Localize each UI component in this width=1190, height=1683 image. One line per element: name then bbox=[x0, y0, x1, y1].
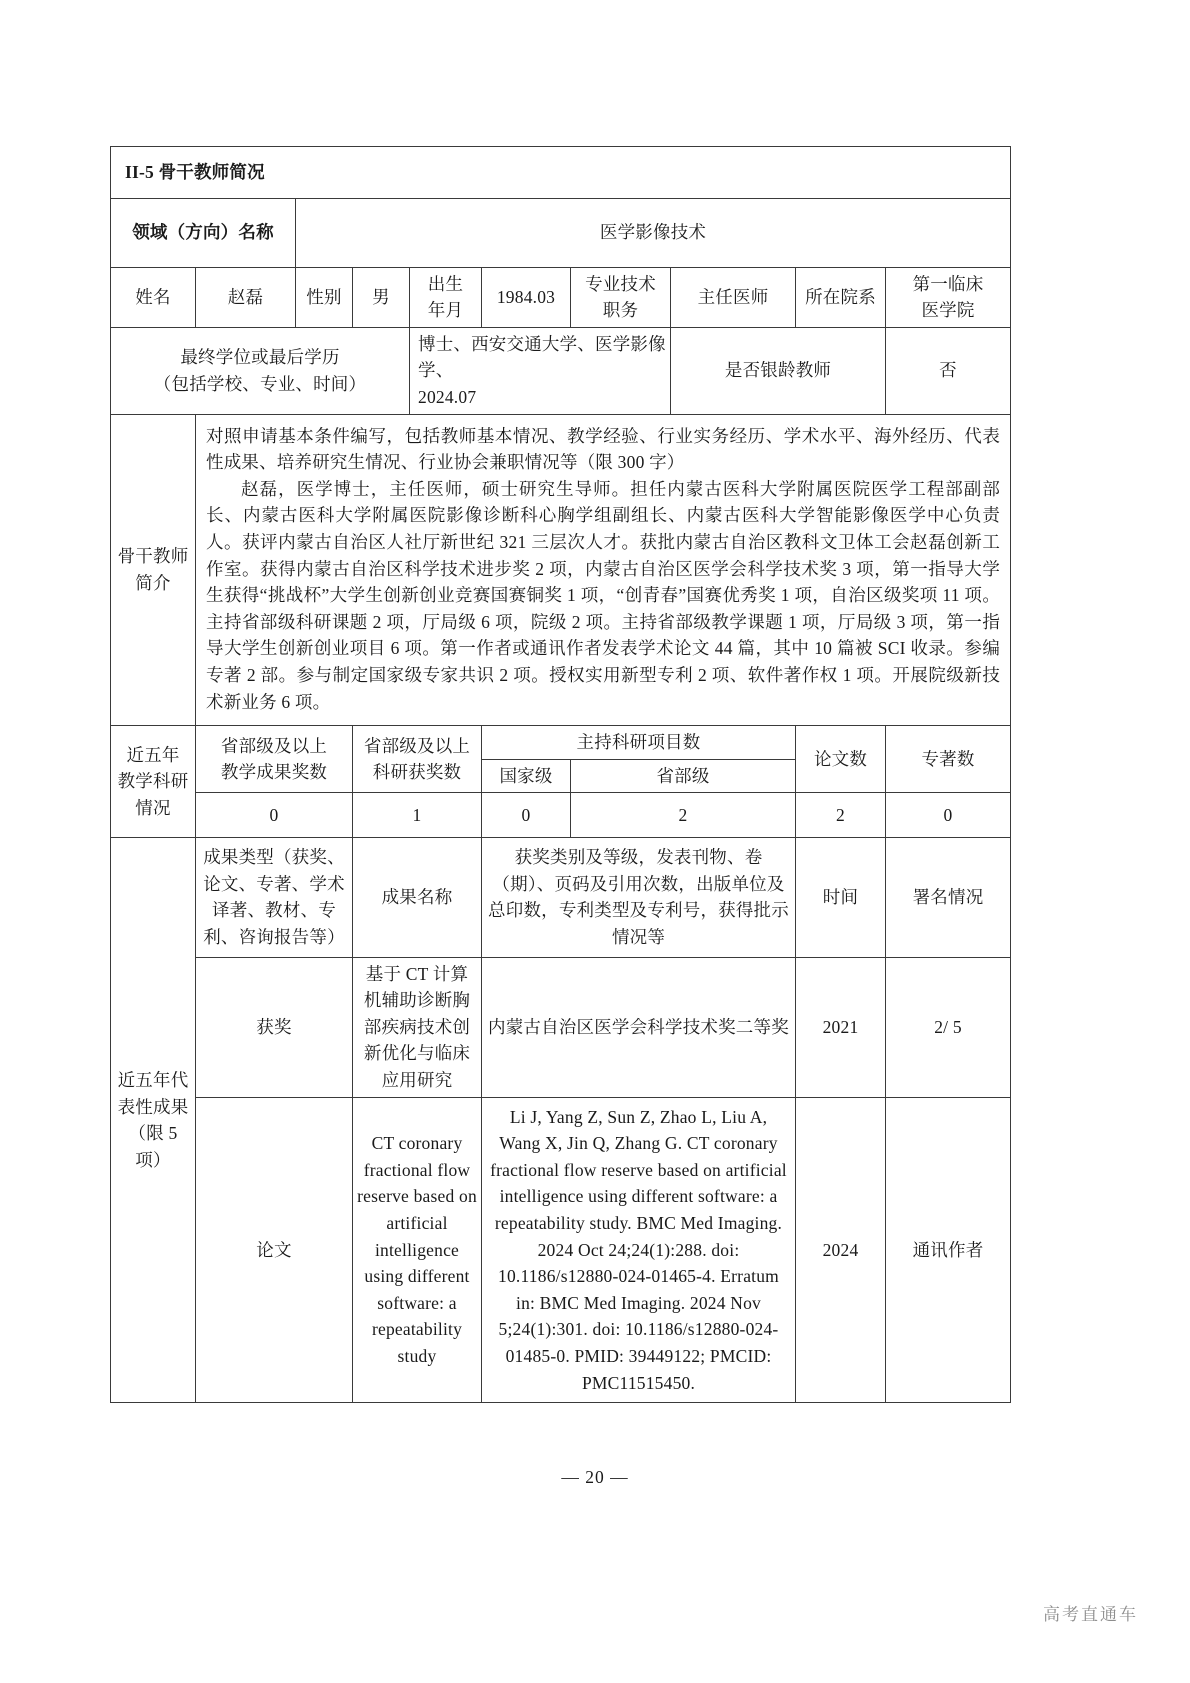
senior-teacher-label: 是否银龄教师 bbox=[671, 327, 886, 414]
stats-values-row bbox=[111, 793, 1011, 838]
section-title-row bbox=[111, 147, 1011, 199]
bio-row bbox=[111, 414, 1011, 726]
degree-label-line1: 最终学位或最后学历 bbox=[180, 347, 340, 368]
stats-col-projects: 主持科研项目数 bbox=[482, 726, 796, 760]
stats-col-research-award-line2: 科研获奖数 bbox=[372, 762, 462, 783]
achievements-header-row bbox=[111, 838, 1011, 957]
field-row bbox=[111, 198, 1011, 267]
stats-value-books: 0 bbox=[886, 793, 1011, 838]
table-row bbox=[111, 957, 1011, 1097]
stats-col-projects-provincial: 省部级 bbox=[571, 759, 796, 793]
prof-title-label bbox=[571, 267, 671, 327]
stats-col-research-award bbox=[353, 726, 482, 793]
degree-label bbox=[111, 327, 410, 414]
page-number: — 20 — bbox=[561, 1467, 629, 1487]
achievements-label bbox=[111, 838, 196, 1403]
birth-label-line1: 出生 bbox=[427, 273, 464, 294]
achievements-col-type: 成果类型（获奖、论文、专著、学术译著、教材、专利、咨询报告等） bbox=[196, 838, 353, 957]
prof-title-label-line1: 专业技术 bbox=[585, 273, 656, 294]
table-row bbox=[111, 1097, 1011, 1403]
stats-header-row bbox=[111, 726, 1011, 760]
name-value: 赵磊 bbox=[196, 267, 296, 327]
department-value-line1: 第一临床 bbox=[912, 273, 984, 294]
prof-title-label-line2: 职务 bbox=[602, 300, 639, 321]
stats-row-label bbox=[111, 726, 196, 838]
stats-col-projects-national: 国家级 bbox=[482, 759, 571, 793]
stats-value-papers: 2 bbox=[796, 793, 886, 838]
stats-col-teaching-award-line1: 省部级及以上 bbox=[220, 735, 328, 756]
achievement-detail: Li J, Yang Z, Sun Z, Zhao L, Liu A, Wang X, Jin Q, Zhang G. CT coronary fractional flow reserve based on artificial intelligence using different software: a repeatability study. BMC Med Imaging. 2024 Oct 24;24(1):288. doi: 10.1186/s12880-024-01465-4. Erratum in: BMC Med Imaging. 2024 Nov 5;24(1):301. doi: 10.1186/s12880-024-01485-0. PMID: 39449122; PMCID: PMC11515450. bbox=[482, 1097, 796, 1403]
degree-value-line1: 博士、西安交通大学、医学影像学、 bbox=[418, 333, 666, 381]
bio-label-line2: 简介 bbox=[135, 572, 171, 593]
field-label: 领域（方向）名称 bbox=[111, 198, 296, 267]
faculty-profile-table bbox=[110, 146, 1011, 1403]
department-value-line2: 医学院 bbox=[921, 300, 975, 321]
birth-label bbox=[410, 267, 482, 327]
stats-col-teaching-award-line2: 教学成果奖数 bbox=[220, 762, 328, 783]
achievements-col-authorship: 署名情况 bbox=[886, 838, 1011, 957]
achievements-label-line1: 近五年代 bbox=[117, 1070, 189, 1091]
gender-label: 性别 bbox=[296, 267, 353, 327]
achievement-detail: 内蒙古自治区医学会科学技术奖二等奖 bbox=[482, 957, 796, 1097]
gender-value: 男 bbox=[353, 267, 410, 327]
bio-instruction: 对照申请基本条件编写，包括教师基本情况、教学经验、行业实务经历、学术水平、海外经历、代表性成果、培养研究生情况、行业协会兼职情况等（限 300 字） bbox=[206, 425, 1001, 473]
achievement-name: 基于 CT 计算机辅助诊断胸部疾病技术创新优化与临床应用研究 bbox=[353, 957, 482, 1097]
department-value bbox=[886, 267, 1011, 327]
achievements-col-name: 成果名称 bbox=[353, 838, 482, 957]
achievement-authorship: 通讯作者 bbox=[886, 1097, 1011, 1403]
achievement-time: 2024 bbox=[796, 1097, 886, 1403]
birth-label-line2: 年月 bbox=[427, 300, 464, 321]
achievement-authorship: 2/ 5 bbox=[886, 957, 1011, 1097]
achievement-time: 2021 bbox=[796, 957, 886, 1097]
name-label: 姓名 bbox=[111, 267, 196, 327]
stats-col-teaching-award bbox=[196, 726, 353, 793]
achievements-label-line2: 表性成果 bbox=[117, 1096, 189, 1117]
prof-title-value: 主任医师 bbox=[671, 267, 796, 327]
birth-value: 1984.03 bbox=[482, 267, 571, 327]
department-label: 所在院系 bbox=[796, 267, 886, 327]
degree-value bbox=[410, 327, 671, 414]
watermark: 高考直通车 bbox=[1043, 1605, 1138, 1624]
stats-value-projects-provincial: 2 bbox=[571, 793, 796, 838]
stats-value-teaching-award: 0 bbox=[196, 793, 353, 838]
stats-row-label-line3: 情况 bbox=[135, 797, 171, 818]
degree-row bbox=[111, 327, 1011, 414]
bio-content bbox=[196, 414, 1011, 726]
stats-value-research-award: 1 bbox=[353, 793, 482, 838]
stats-value-projects-national: 0 bbox=[482, 793, 571, 838]
stats-col-books: 专著数 bbox=[886, 726, 1011, 793]
degree-value-line2: 2024.07 bbox=[418, 386, 477, 407]
senior-teacher-value: 否 bbox=[886, 327, 1011, 414]
achievements-label-line3: （限 5 项） bbox=[128, 1123, 178, 1170]
stats-row-label-line1: 近五年 bbox=[126, 744, 180, 765]
stats-col-papers: 论文数 bbox=[796, 726, 886, 793]
degree-label-line2: （包括学校、专业、时间） bbox=[153, 373, 367, 394]
field-value: 医学影像技术 bbox=[296, 198, 1011, 267]
achievement-type: 论文 bbox=[196, 1097, 353, 1403]
stats-col-research-award-line1: 省部级及以上 bbox=[363, 735, 471, 756]
bio-label bbox=[111, 414, 196, 726]
achievements-col-time: 时间 bbox=[796, 838, 886, 957]
basic-info-row bbox=[111, 267, 1011, 327]
bio-label-line1: 骨干教师 bbox=[117, 546, 189, 567]
bio-paragraph: 赵磊，医学博士，主任医师，硕士研究生导师。担任内蒙古医科大学附属医院医学工程部副部长、内蒙古医科大学附属医院影像诊断科心胸学组副组长、内蒙古医科大学智能影像医学中心负责人。获评内蒙古自治区人社厅新世纪 321 三层次人才。获批内蒙古自治区教科文卫体工会赵磊创新工作室。获得内蒙古自治区科学技术进步奖 2 项，内蒙古自治区医学会科学技术奖 3 项，第一指导大学生获得“挑战杯”大学生创新创业竞赛国赛铜奖 1 项，“创青春”国赛优秀奖 1 项，自治区级奖项 11 项。主持省部级科研课题 2 项，厅局级 6 项，院级 2 项。主持省部级教学课题 1 项，厅局级 3 项，第一指导大学生创新创业项目 6 项。第一作者或通讯作者发表学术论文 44 篇，其中 10 篇被 SCI 收录。参编专著 2 部。参与制定国家级专家共识 2 项。授权实用新型专利 2 项、软件著作权 1 项。开展院级新技术新业务 6 项。 bbox=[206, 478, 1001, 712]
stats-row-label-line2: 教学科研 bbox=[117, 771, 189, 792]
achievement-name: CT coronary fractional flow reserve based on artificial intelligence using different software: a repeatability study bbox=[353, 1097, 482, 1403]
achievements-col-detail: 获奖类别及等级，发表刊物、卷（期）、页码及引用次数，出版单位及总印数，专利类型及专利号，获得批示情况等 bbox=[482, 838, 796, 957]
section-title: II-5 骨干教师简况 bbox=[111, 147, 1011, 199]
achievement-type: 获奖 bbox=[196, 957, 353, 1097]
